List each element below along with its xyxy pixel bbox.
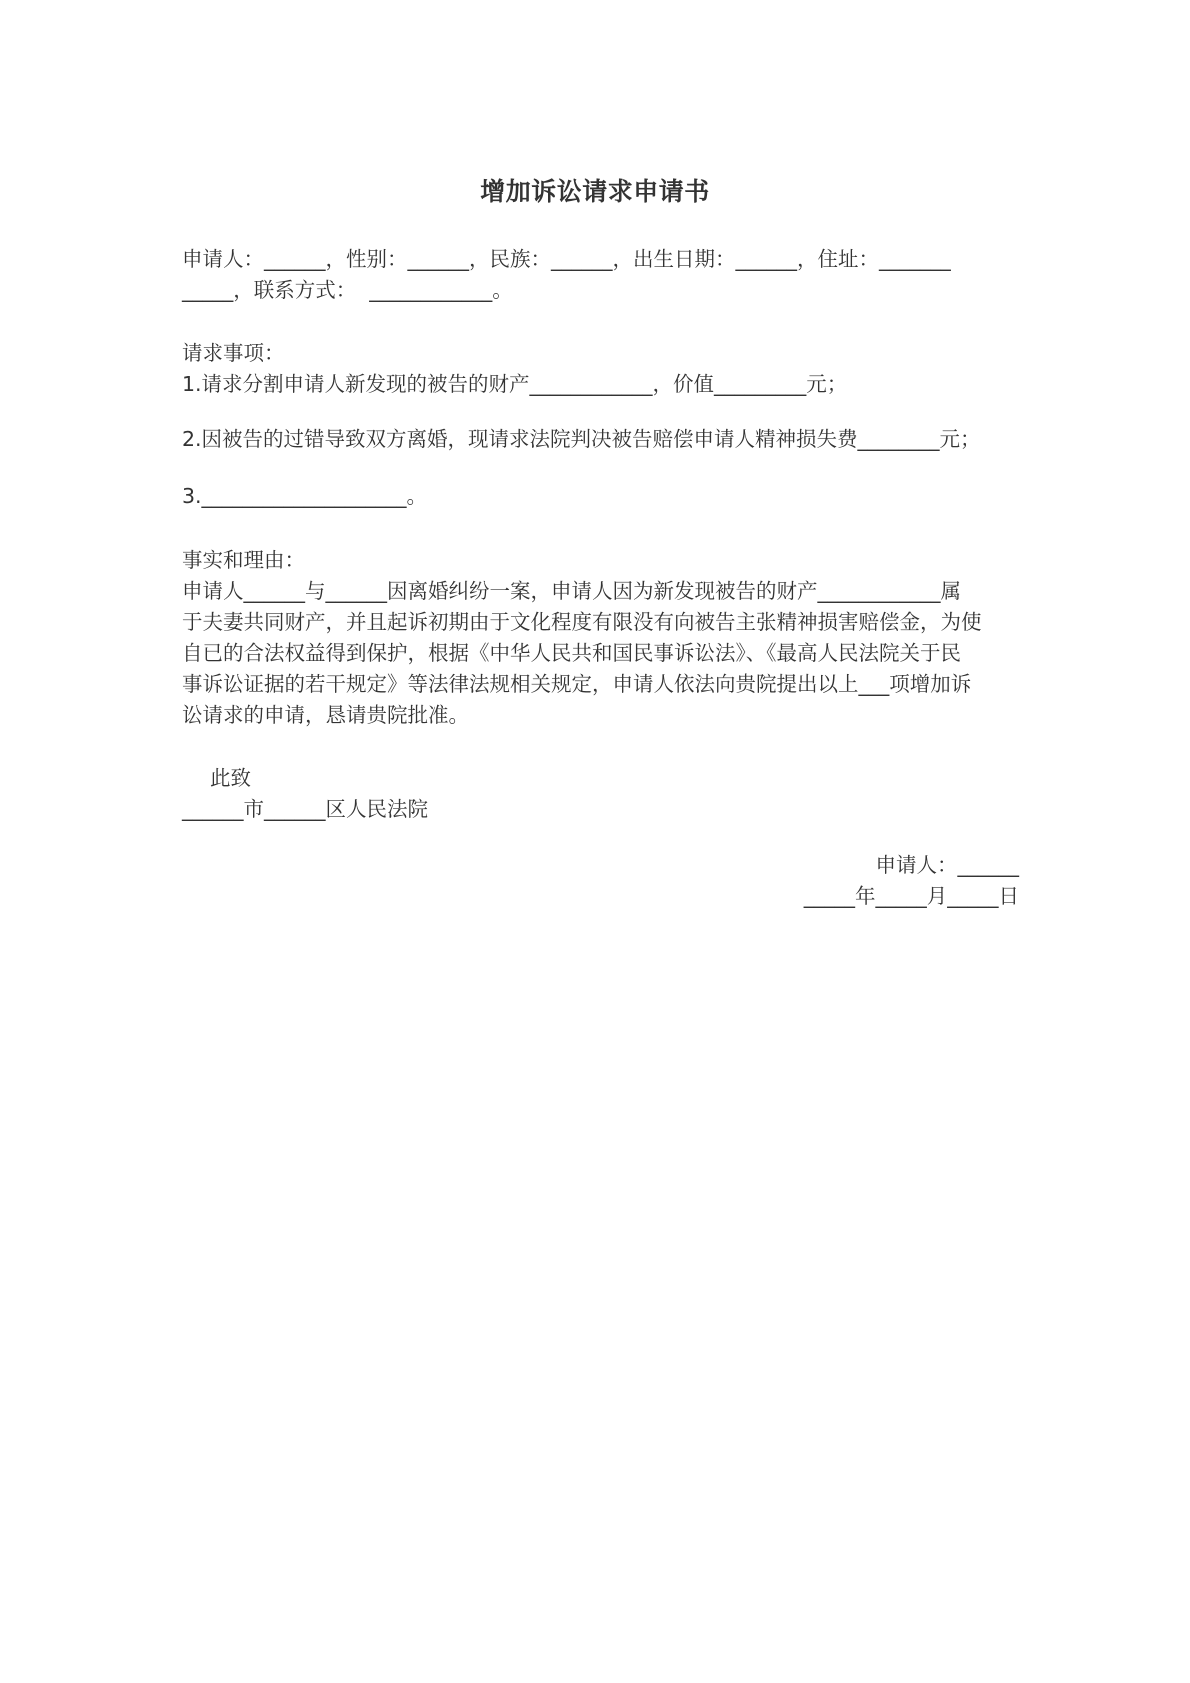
applicant-info-line-2: _____，联系方式： ____________。 [182, 278, 513, 302]
facts-line-5: 讼请求的申请，恳请贵院批准。 [182, 703, 469, 727]
salutation: 此致 [210, 766, 251, 790]
claim-item-2: 2.因被告的过错导致双方离婚，现请求法院判决被告赔偿申请人精神损失费________元； [182, 427, 981, 451]
facts-line-2: 于夫妻共同财产，并且起诉初期由于文化程度有限没有向被告主张精神损害赔偿金，为使 [182, 610, 982, 634]
claim-item-3: 3.____________________。 [182, 484, 428, 508]
signature-date: _____年_____月_____日 [803, 884, 1019, 908]
facts-heading: 事实和理由： [182, 548, 305, 572]
claim-item-1: 1.请求分割申请人新发现的被告的财产____________，价值_________元； [182, 372, 848, 396]
facts-line-1: 申请人______与______因离婚纠纷一案，申请人因为新发现被告的财产____________属 [182, 579, 961, 603]
claims-heading: 请求事项： [182, 341, 285, 365]
signature-applicant: 申请人：______ [875, 853, 1019, 877]
document-title: 增加诉讼请求申请书 [480, 177, 710, 206]
facts-line-4: 事诉讼证据的若干规定》等法律法规相关规定，申请人依法向贵院提出以上___项增加诉 [182, 672, 972, 696]
court-name: ______市______区人民法院 [182, 797, 428, 821]
facts-line-3: 自已的合法权益得到保护，根据《中华人民共和国民事诉讼法》、《最高人民法院关于民 [182, 641, 961, 665]
applicant-info-line-1: 申请人：______，性别：______，民族：______，出生日期：______，住址：_______ [182, 247, 951, 271]
